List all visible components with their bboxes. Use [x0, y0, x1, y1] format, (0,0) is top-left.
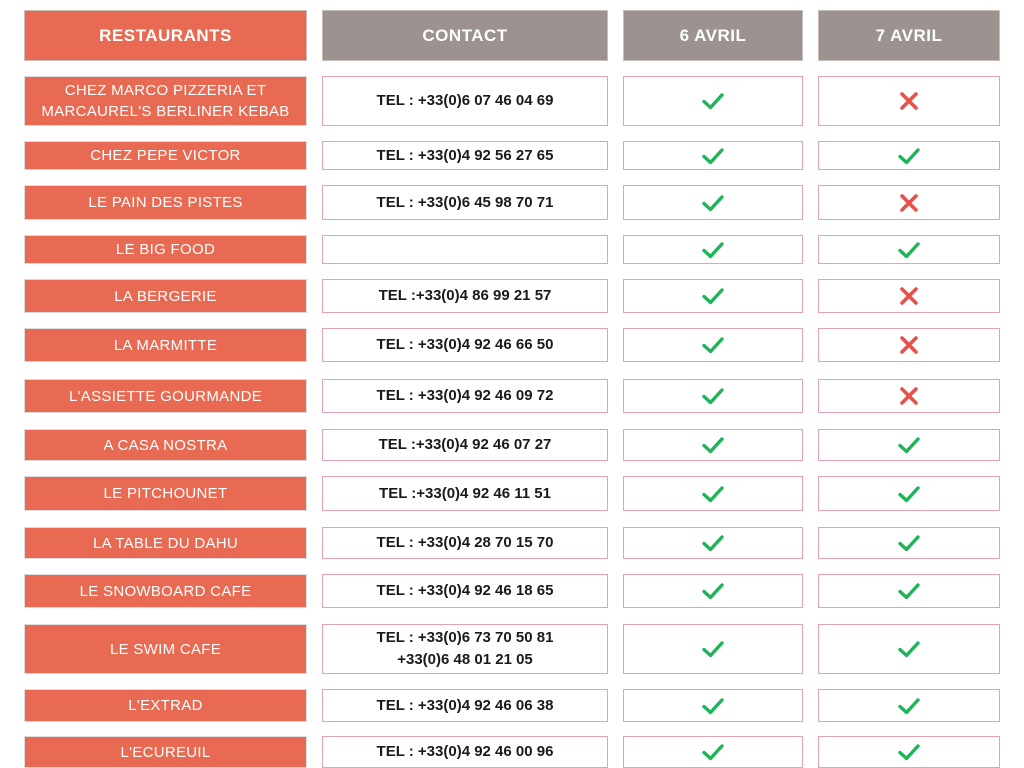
restaurant-name-line: CHEZ MARCO PIZZERIA ET	[64, 82, 267, 99]
contact-cell	[322, 574, 608, 608]
restaurant-name-line: L'ECUREUIL	[120, 743, 211, 761]
day1-availability-cell	[623, 141, 803, 170]
check-icon	[701, 433, 725, 457]
day2-availability-cell	[818, 328, 1000, 362]
restaurant-name-line: LE SNOWBOARD CAFE	[79, 582, 252, 600]
day1-availability-cell	[623, 736, 803, 768]
restaurant-name-line: L'ASSIETTE GOURMANDE	[68, 387, 263, 405]
header-restaurants-label: RESTAURANTS	[99, 25, 232, 45]
day1-availability-cell	[623, 279, 803, 313]
check-icon	[701, 637, 725, 661]
contact-cell	[322, 328, 608, 362]
cross-icon	[897, 333, 921, 357]
restaurant-name-cell	[24, 624, 307, 674]
header-day1-label: 6 AVRIL	[679, 25, 747, 45]
day1-availability-cell	[623, 185, 803, 220]
day2-availability-cell	[818, 141, 1000, 170]
phone-number: TEL : +33(0)4 28 70 15 70	[376, 534, 554, 551]
contact-cell	[322, 736, 608, 768]
restaurant-name-cell	[24, 574, 307, 608]
restaurant-name-line: LE BIG FOOD	[115, 241, 216, 258]
day1-availability-cell	[623, 527, 803, 559]
check-icon	[701, 740, 725, 764]
contact-cell	[322, 141, 608, 170]
check-icon	[897, 740, 921, 764]
header-day1	[623, 10, 803, 61]
check-icon	[701, 238, 725, 262]
day1-availability-cell	[623, 476, 803, 511]
check-icon	[701, 333, 725, 357]
check-icon	[701, 531, 725, 555]
phone-number: TEL :+33(0)4 86 99 21 57	[378, 287, 552, 304]
restaurant-name-cell	[24, 279, 307, 313]
check-icon	[701, 384, 725, 408]
check-icon	[897, 531, 921, 555]
phone-number: TEL : +33(0)4 92 46 18 65	[376, 582, 554, 599]
check-icon	[701, 579, 725, 603]
day2-availability-cell	[818, 379, 1000, 413]
day1-availability-cell	[623, 624, 803, 674]
restaurant-name-line: LE PITCHOUNET	[103, 485, 228, 502]
cross-icon	[897, 384, 921, 408]
contact-cell	[322, 429, 608, 461]
restaurant-name-line: CHEZ PEPE VICTOR	[90, 147, 241, 164]
check-icon	[897, 238, 921, 262]
day1-availability-cell	[623, 235, 803, 264]
header-contact	[322, 10, 608, 61]
phone-number: TEL : +33(0)6 45 98 70 71	[376, 193, 554, 211]
day2-availability-cell	[818, 574, 1000, 608]
restaurant-name-cell	[24, 476, 307, 511]
contact-cell	[322, 76, 608, 126]
phone-number: TEL : +33(0)6 07 46 04 69	[376, 92, 554, 109]
day2-availability-cell	[818, 736, 1000, 768]
day1-availability-cell	[623, 328, 803, 362]
check-icon	[897, 144, 921, 168]
check-icon	[701, 144, 725, 168]
restaurant-name-cell	[24, 527, 307, 559]
header-restaurants	[24, 10, 307, 61]
phone-number: TEL :+33(0)4 92 46 11 51	[379, 484, 551, 502]
restaurant-name-line: MARCAUREL'S BERLINER KEBAB	[41, 103, 290, 120]
day2-availability-cell	[818, 235, 1000, 264]
restaurant-name-cell	[24, 736, 307, 768]
restaurant-name-cell	[24, 429, 307, 461]
contact-cell	[322, 689, 608, 722]
day1-availability-cell	[623, 689, 803, 722]
phone-number: TEL : +33(0)4 92 56 27 65	[376, 146, 554, 164]
restaurant-name-line: A CASA NOSTRA	[103, 436, 228, 454]
restaurant-name-line: LE SWIM CAFE	[109, 640, 222, 658]
restaurant-name-line: LE PAIN DES PISTES	[88, 194, 243, 211]
restaurant-name-line: LA BERGERIE	[114, 287, 217, 305]
contact-cell	[322, 379, 608, 413]
check-icon	[701, 482, 725, 506]
day1-availability-cell	[623, 76, 803, 126]
day2-availability-cell	[818, 429, 1000, 461]
cross-icon	[897, 191, 921, 215]
phone-number: TEL : +33(0)4 92 46 66 50	[376, 336, 554, 353]
day2-availability-cell	[818, 527, 1000, 559]
check-icon	[897, 579, 921, 603]
phone-number: TEL : +33(0)4 92 46 00 96	[376, 743, 554, 760]
contact-cell	[322, 235, 608, 264]
cross-icon	[897, 89, 921, 113]
check-icon	[897, 433, 921, 457]
restaurant-name-line: LA TABLE DU DAHU	[92, 534, 239, 552]
phone-number: TEL : +33(0)4 92 46 09 72	[376, 387, 554, 404]
day1-availability-cell	[623, 574, 803, 608]
check-icon	[701, 89, 725, 113]
header-day2-label: 7 AVRIL	[875, 25, 943, 45]
header-contact-label: CONTACT	[422, 25, 508, 45]
day2-availability-cell	[818, 279, 1000, 313]
restaurant-name-cell	[24, 328, 307, 362]
day2-availability-cell	[818, 689, 1000, 722]
day2-availability-cell	[818, 185, 1000, 220]
cross-icon	[897, 284, 921, 308]
restaurant-name-cell	[24, 141, 307, 170]
phone-number: TEL : +33(0)6 73 70 50 81	[376, 629, 554, 646]
restaurant-name-cell	[24, 379, 307, 413]
check-icon	[701, 694, 725, 718]
contact-cell	[322, 279, 608, 313]
restaurant-name-cell	[24, 185, 307, 220]
phone-number: +33(0)6 48 01 21 05	[397, 651, 533, 668]
restaurant-name-cell	[24, 689, 307, 722]
check-icon	[897, 694, 921, 718]
contact-cell	[322, 476, 608, 511]
check-icon	[897, 482, 921, 506]
contact-cell	[322, 185, 608, 220]
day1-availability-cell	[623, 429, 803, 461]
day2-availability-cell	[818, 76, 1000, 126]
restaurant-name-cell	[24, 235, 307, 264]
restaurant-name-line: LA MARMITTE	[113, 336, 218, 354]
day2-availability-cell	[818, 624, 1000, 674]
contact-cell	[322, 624, 608, 674]
phone-number: TEL :+33(0)4 92 46 07 27	[378, 436, 552, 453]
day1-availability-cell	[623, 379, 803, 413]
restaurant-name-cell	[24, 76, 307, 126]
header-day2	[818, 10, 1000, 61]
restaurant-name-line: L'EXTRAD	[128, 697, 203, 714]
day2-availability-cell	[818, 476, 1000, 511]
check-icon	[701, 284, 725, 308]
check-icon	[701, 191, 725, 215]
check-icon	[897, 637, 921, 661]
phone-number: TEL : +33(0)4 92 46 06 38	[376, 696, 554, 714]
contact-cell	[322, 527, 608, 559]
